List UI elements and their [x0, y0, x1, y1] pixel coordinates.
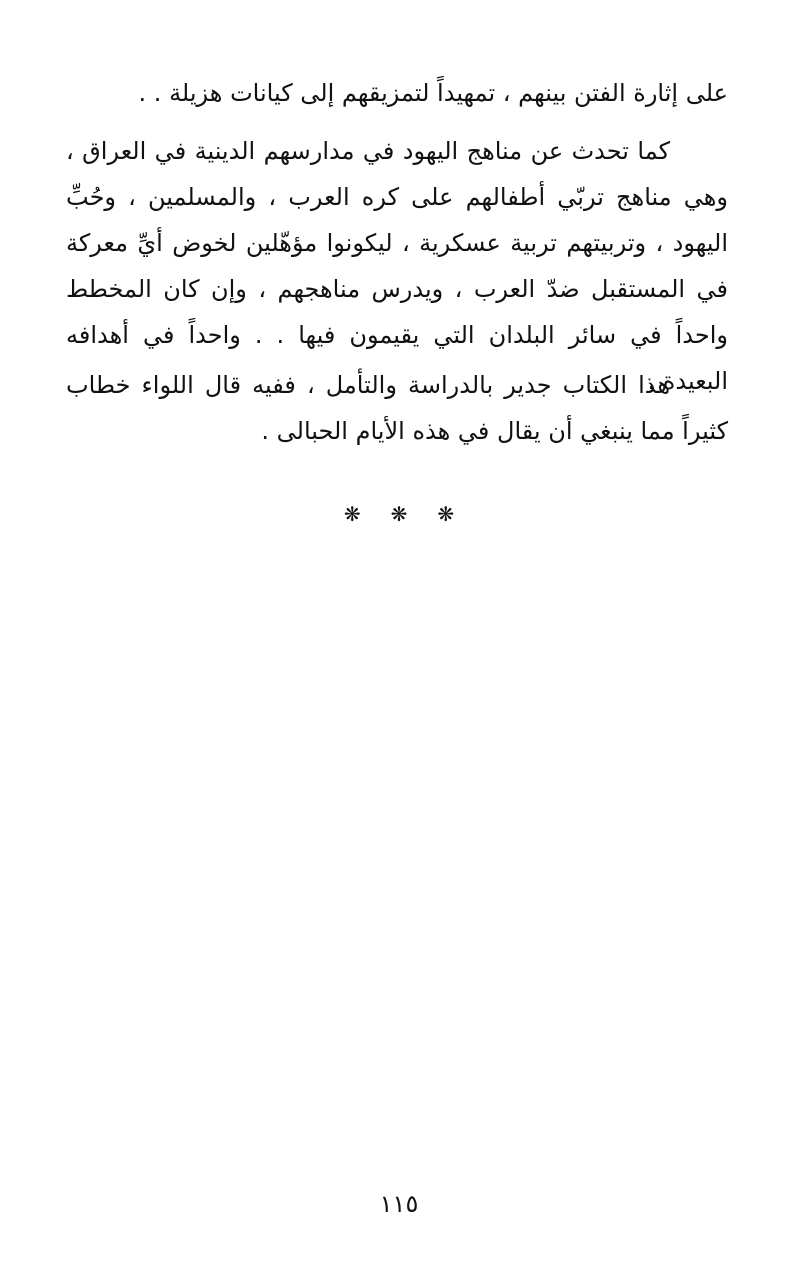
paragraph-curricula: كما تحدث عن مناهج اليهود في مدارسهم الدينية في العراق ، وهي مناهج تربّي أطفالهم على كره العرب ، والمسلمين ، وحُبِّ اليهود ، وتربيتهم تربية عسكرية ، ليكونوا مؤهّلين لخوض أيِّ معركة في المستقبل ضدّ العرب ، ويدرس مناهجهم ، وإن كان المخطط واحداً في سائر البلدان التي يقيمون فيها . . واحداً في أهدافه البعيدة .: [66, 137, 728, 395]
asterism-icon: ❋: [343, 502, 391, 526]
page-number: ١١٥: [379, 1190, 419, 1218]
asterism-icon: ❋: [437, 502, 485, 526]
section-separator: [0, 502, 798, 526]
asterism-icon: ❋: [390, 502, 438, 526]
paragraph-continuation: على إثارة الفتن بينهم ، تمهيداً لتمزيقهم إلى كيانات هزيلة . .: [138, 79, 728, 107]
paragraph-book-review: هذا الكتاب جدير بالدراسة والتأمل ، ففيه قال اللواء خطاب كثيراً مما ينبغي أن يقال في هذه الأيام الحبالى .: [66, 371, 728, 445]
